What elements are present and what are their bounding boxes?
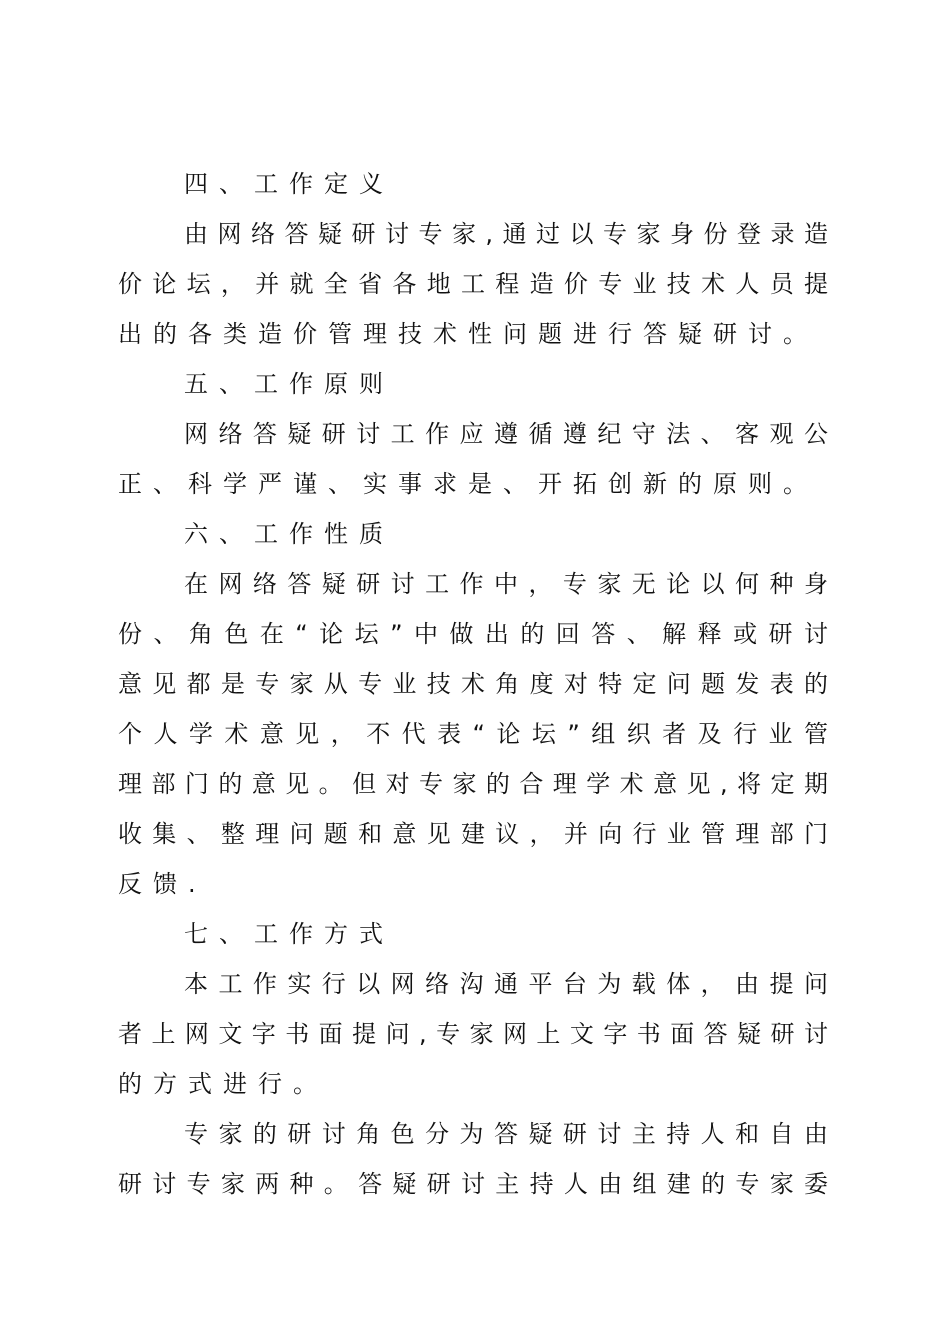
paragraph-line: 份、角色在“论坛”中做出的回答、解释或研讨 <box>118 620 828 648</box>
paragraph-line: 价论坛，并就全省各地工程造价专业技术人员提 <box>118 270 828 298</box>
paragraph-line: 由网络答疑研讨专家,通过以专家身份登录造 <box>184 220 828 248</box>
paragraph-line: 个人学术意见，不代表“论坛”组织者及行业管 <box>118 720 828 748</box>
paragraph-line: 意见都是专家从专业技术角度对特定问题发表的 <box>118 670 828 698</box>
section-heading-5: 五、工作原则 <box>184 370 394 398</box>
paragraph-line: 网络答疑研讨工作应遵循遵纪守法、客观公 <box>184 420 828 448</box>
paragraph-line: 在网络答疑研讨工作中，专家无论以何种身 <box>184 570 828 598</box>
paragraph-line: 本工作实行以网络沟通平台为载体，由提问 <box>184 970 828 998</box>
section-heading-4: 四、工作定义 <box>184 170 394 198</box>
section-heading-7: 七、工作方式 <box>184 920 394 948</box>
paragraph-line: 专家的研讨角色分为答疑研讨主持人和自由 <box>184 1120 828 1148</box>
paragraph-line: 研讨专家两种。答疑研讨主持人由组建的专家委 <box>118 1170 828 1198</box>
paragraph-line: 出的各类造价管理技术性问题进行答疑研讨。 <box>118 320 818 348</box>
paragraph-line: 正、科学严谨、实事求是、开拓创新的原则。 <box>118 470 818 498</box>
paragraph-line: 者上网文字书面提问,专家网上文字书面答疑研讨 <box>118 1020 828 1048</box>
paragraph-line: 理部门的意见。但对专家的合理学术意见,将定期 <box>118 770 828 798</box>
paragraph-line: 的方式进行。 <box>118 1070 328 1098</box>
section-heading-6: 六、工作性质 <box>184 520 394 548</box>
paragraph-line: 反馈. <box>118 870 207 898</box>
paragraph-line: 收集、整理问题和意见建议，并向行业管理部门 <box>118 820 828 848</box>
